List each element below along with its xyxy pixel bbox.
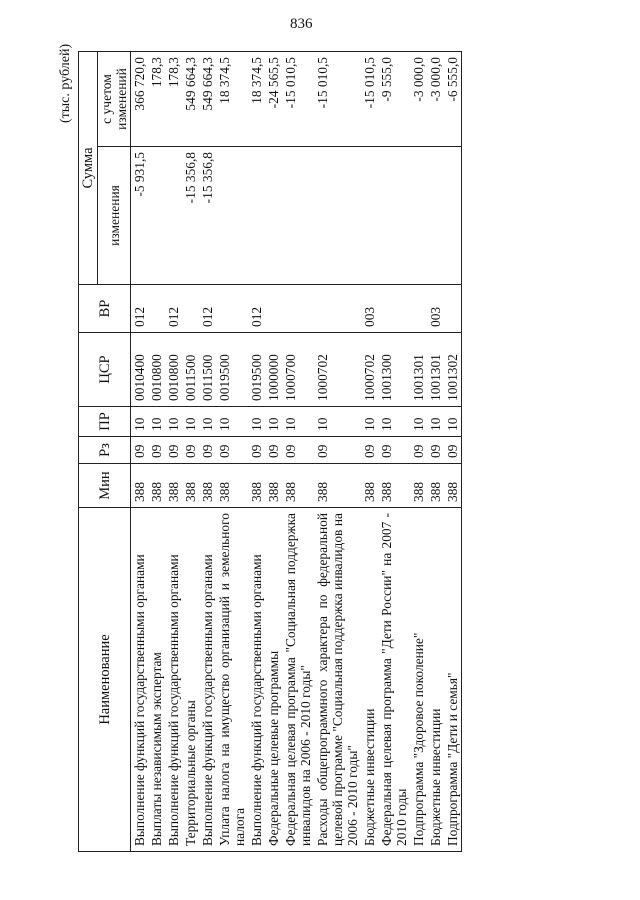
row-name: Федеральные целевые программы bbox=[265, 508, 282, 852]
table-row bbox=[427, 52, 444, 852]
header-rz: Рз bbox=[79, 437, 131, 464]
row-csr: 1000000 bbox=[265, 333, 282, 407]
row-pr: 10 bbox=[314, 407, 361, 437]
row-min: 388 bbox=[248, 464, 265, 508]
row-min: 388 bbox=[410, 464, 427, 508]
row-pr: 10 bbox=[216, 407, 248, 437]
row-name: Выполнение функций государственными органами bbox=[131, 508, 149, 852]
table-row bbox=[199, 52, 216, 852]
row-name: Бюджетные инвестиции bbox=[361, 508, 378, 852]
row-csr: 0019500 bbox=[216, 333, 248, 407]
row-name: Подпрограмма "Дети и семья" bbox=[444, 508, 462, 852]
row-name: Выполнение функций государственными органами bbox=[165, 508, 182, 852]
row-name: Федеральная целевая программа "Дети России" на 2007 - 2010 годы bbox=[378, 508, 410, 852]
row-min: 388 bbox=[378, 464, 410, 508]
row-csr: 0010800 bbox=[148, 333, 165, 407]
row-rz: 09 bbox=[427, 437, 444, 464]
row-csr: 1000700 bbox=[282, 333, 314, 407]
row-changes bbox=[216, 147, 248, 285]
row-vr bbox=[182, 285, 199, 333]
row-pr: 10 bbox=[199, 407, 216, 437]
row-total: -6 555,0 bbox=[444, 52, 462, 147]
row-name: Выплаты независимым экспертам bbox=[148, 508, 165, 852]
row-min: 388 bbox=[148, 464, 165, 508]
row-changes bbox=[378, 147, 410, 285]
row-total: -3 000,0 bbox=[410, 52, 427, 147]
row-vr: 012 bbox=[248, 285, 265, 333]
row-name: Уплата налога на имущество организаций и земельного налога bbox=[216, 508, 248, 852]
row-vr bbox=[265, 285, 282, 333]
row-total: 178,3 bbox=[148, 52, 165, 147]
row-rz: 09 bbox=[216, 437, 248, 464]
row-min: 388 bbox=[444, 464, 462, 508]
row-csr: 1000702 bbox=[361, 333, 378, 407]
row-min: 388 bbox=[216, 464, 248, 508]
header-sum: Сумма bbox=[79, 52, 98, 285]
row-pr: 10 bbox=[131, 407, 149, 437]
row-pr: 10 bbox=[248, 407, 265, 437]
row-rz: 09 bbox=[182, 437, 199, 464]
row-pr: 10 bbox=[265, 407, 282, 437]
table-row bbox=[182, 52, 199, 852]
row-changes bbox=[410, 147, 427, 285]
units-label: (тыс. рублей) bbox=[58, 43, 73, 123]
row-changes bbox=[165, 147, 182, 285]
row-pr: 10 bbox=[165, 407, 182, 437]
row-csr: 1001301 bbox=[427, 333, 444, 407]
row-changes: -15 356,8 bbox=[182, 147, 199, 285]
row-csr: 1001302 bbox=[444, 333, 462, 407]
row-name: Федеральная целевая программа "Социальная поддержка инвалидов на 2006 - 2010 годы" bbox=[282, 508, 314, 852]
row-total: -15 010,5 bbox=[314, 52, 361, 147]
row-name: Подпрограмма "Здоровое поколение" bbox=[410, 508, 427, 852]
row-total: -9 555,0 bbox=[378, 52, 410, 147]
row-rz: 09 bbox=[165, 437, 182, 464]
table-row bbox=[216, 52, 248, 852]
row-min: 388 bbox=[427, 464, 444, 508]
header-pr: ПР bbox=[79, 407, 131, 437]
row-min: 388 bbox=[361, 464, 378, 508]
row-csr: 1000702 bbox=[314, 333, 361, 407]
row-name: Выполнение функций государственными органами bbox=[248, 508, 265, 852]
row-changes bbox=[361, 147, 378, 285]
row-name: Выполнение функций государственными органами bbox=[199, 508, 216, 852]
header-csr: ЦСР bbox=[79, 333, 131, 407]
row-vr bbox=[314, 285, 361, 333]
row-rz: 09 bbox=[361, 437, 378, 464]
row-min: 388 bbox=[265, 464, 282, 508]
row-pr: 10 bbox=[444, 407, 462, 437]
row-name: Территориальные органы bbox=[182, 508, 199, 852]
row-name: Расходы общепрограммного характера по федеральной целевой программе "Социальная поддержка инвалидов на 2006 - 2010 годы" bbox=[314, 508, 361, 852]
table-row bbox=[444, 52, 462, 852]
header-min: Мин bbox=[79, 464, 131, 508]
row-total: 366 720,0 bbox=[131, 52, 149, 147]
row-rz: 09 bbox=[148, 437, 165, 464]
table-row bbox=[314, 52, 361, 852]
row-vr: 003 bbox=[361, 285, 378, 333]
row-changes: -15 356,8 bbox=[199, 147, 216, 285]
header-changes: изменения bbox=[98, 147, 131, 285]
row-total: 18 374,5 bbox=[216, 52, 248, 147]
row-csr: 0011500 bbox=[199, 333, 216, 407]
row-csr: 0019500 bbox=[248, 333, 265, 407]
row-changes bbox=[314, 147, 361, 285]
row-min: 388 bbox=[314, 464, 361, 508]
row-vr: 012 bbox=[131, 285, 149, 333]
table-row bbox=[410, 52, 427, 852]
row-total: -3 000,0 bbox=[427, 52, 444, 147]
row-pr: 10 bbox=[410, 407, 427, 437]
row-vr bbox=[410, 285, 427, 333]
row-pr: 10 bbox=[378, 407, 410, 437]
row-vr bbox=[148, 285, 165, 333]
row-pr: 10 bbox=[282, 407, 314, 437]
row-vr: 012 bbox=[165, 285, 182, 333]
row-total: -15 010,5 bbox=[282, 52, 314, 147]
row-rz: 09 bbox=[378, 437, 410, 464]
row-changes bbox=[148, 147, 165, 285]
table-row bbox=[248, 52, 265, 852]
row-total: -15 010,5 bbox=[361, 52, 378, 147]
table-row bbox=[148, 52, 165, 852]
table-row bbox=[282, 52, 314, 852]
row-csr: 0010800 bbox=[165, 333, 182, 407]
row-rz: 09 bbox=[131, 437, 149, 464]
table-row bbox=[265, 52, 282, 852]
row-rz: 09 bbox=[265, 437, 282, 464]
row-rz: 09 bbox=[314, 437, 361, 464]
row-min: 388 bbox=[199, 464, 216, 508]
row-changes bbox=[444, 147, 462, 285]
row-vr: 003 bbox=[427, 285, 444, 333]
row-total: 18 374,5 bbox=[248, 52, 265, 147]
table-row bbox=[165, 52, 182, 852]
row-rz: 09 bbox=[410, 437, 427, 464]
row-min: 388 bbox=[182, 464, 199, 508]
row-vr bbox=[378, 285, 410, 333]
header-with-changes: с учетом изменений bbox=[98, 52, 131, 147]
row-csr: 0011500 bbox=[182, 333, 199, 407]
page-number: 836 bbox=[290, 16, 313, 32]
table-row bbox=[361, 52, 378, 852]
row-pr: 10 bbox=[427, 407, 444, 437]
row-changes bbox=[265, 147, 282, 285]
table-row bbox=[378, 52, 410, 852]
row-pr: 10 bbox=[182, 407, 199, 437]
row-total: 549 664,3 bbox=[199, 52, 216, 147]
budget-table bbox=[78, 51, 462, 852]
row-changes bbox=[427, 147, 444, 285]
row-changes: -5 931,5 bbox=[131, 147, 149, 285]
row-total: 178,3 bbox=[165, 52, 182, 147]
row-rz: 09 bbox=[282, 437, 314, 464]
row-vr bbox=[444, 285, 462, 333]
row-csr: 1001301 bbox=[410, 333, 427, 407]
row-pr: 10 bbox=[361, 407, 378, 437]
row-vr bbox=[282, 285, 314, 333]
row-pr: 10 bbox=[148, 407, 165, 437]
header-vr: ВР bbox=[79, 285, 131, 333]
row-total: -24 565,5 bbox=[265, 52, 282, 147]
row-rz: 09 bbox=[444, 437, 462, 464]
table-row bbox=[131, 52, 149, 852]
row-rz: 09 bbox=[248, 437, 265, 464]
row-rz: 09 bbox=[199, 437, 216, 464]
row-total: 549 664,3 bbox=[182, 52, 199, 147]
row-changes bbox=[248, 147, 265, 285]
row-csr: 0010400 bbox=[131, 333, 149, 407]
row-vr: 012 bbox=[199, 285, 216, 333]
row-csr: 1001300 bbox=[378, 333, 410, 407]
row-changes bbox=[282, 147, 314, 285]
row-min: 388 bbox=[282, 464, 314, 508]
row-vr bbox=[216, 285, 248, 333]
row-name: Бюджетные инвестиции bbox=[427, 508, 444, 852]
row-min: 388 bbox=[165, 464, 182, 508]
header-name: Наименование bbox=[79, 508, 131, 852]
row-min: 388 bbox=[131, 464, 149, 508]
